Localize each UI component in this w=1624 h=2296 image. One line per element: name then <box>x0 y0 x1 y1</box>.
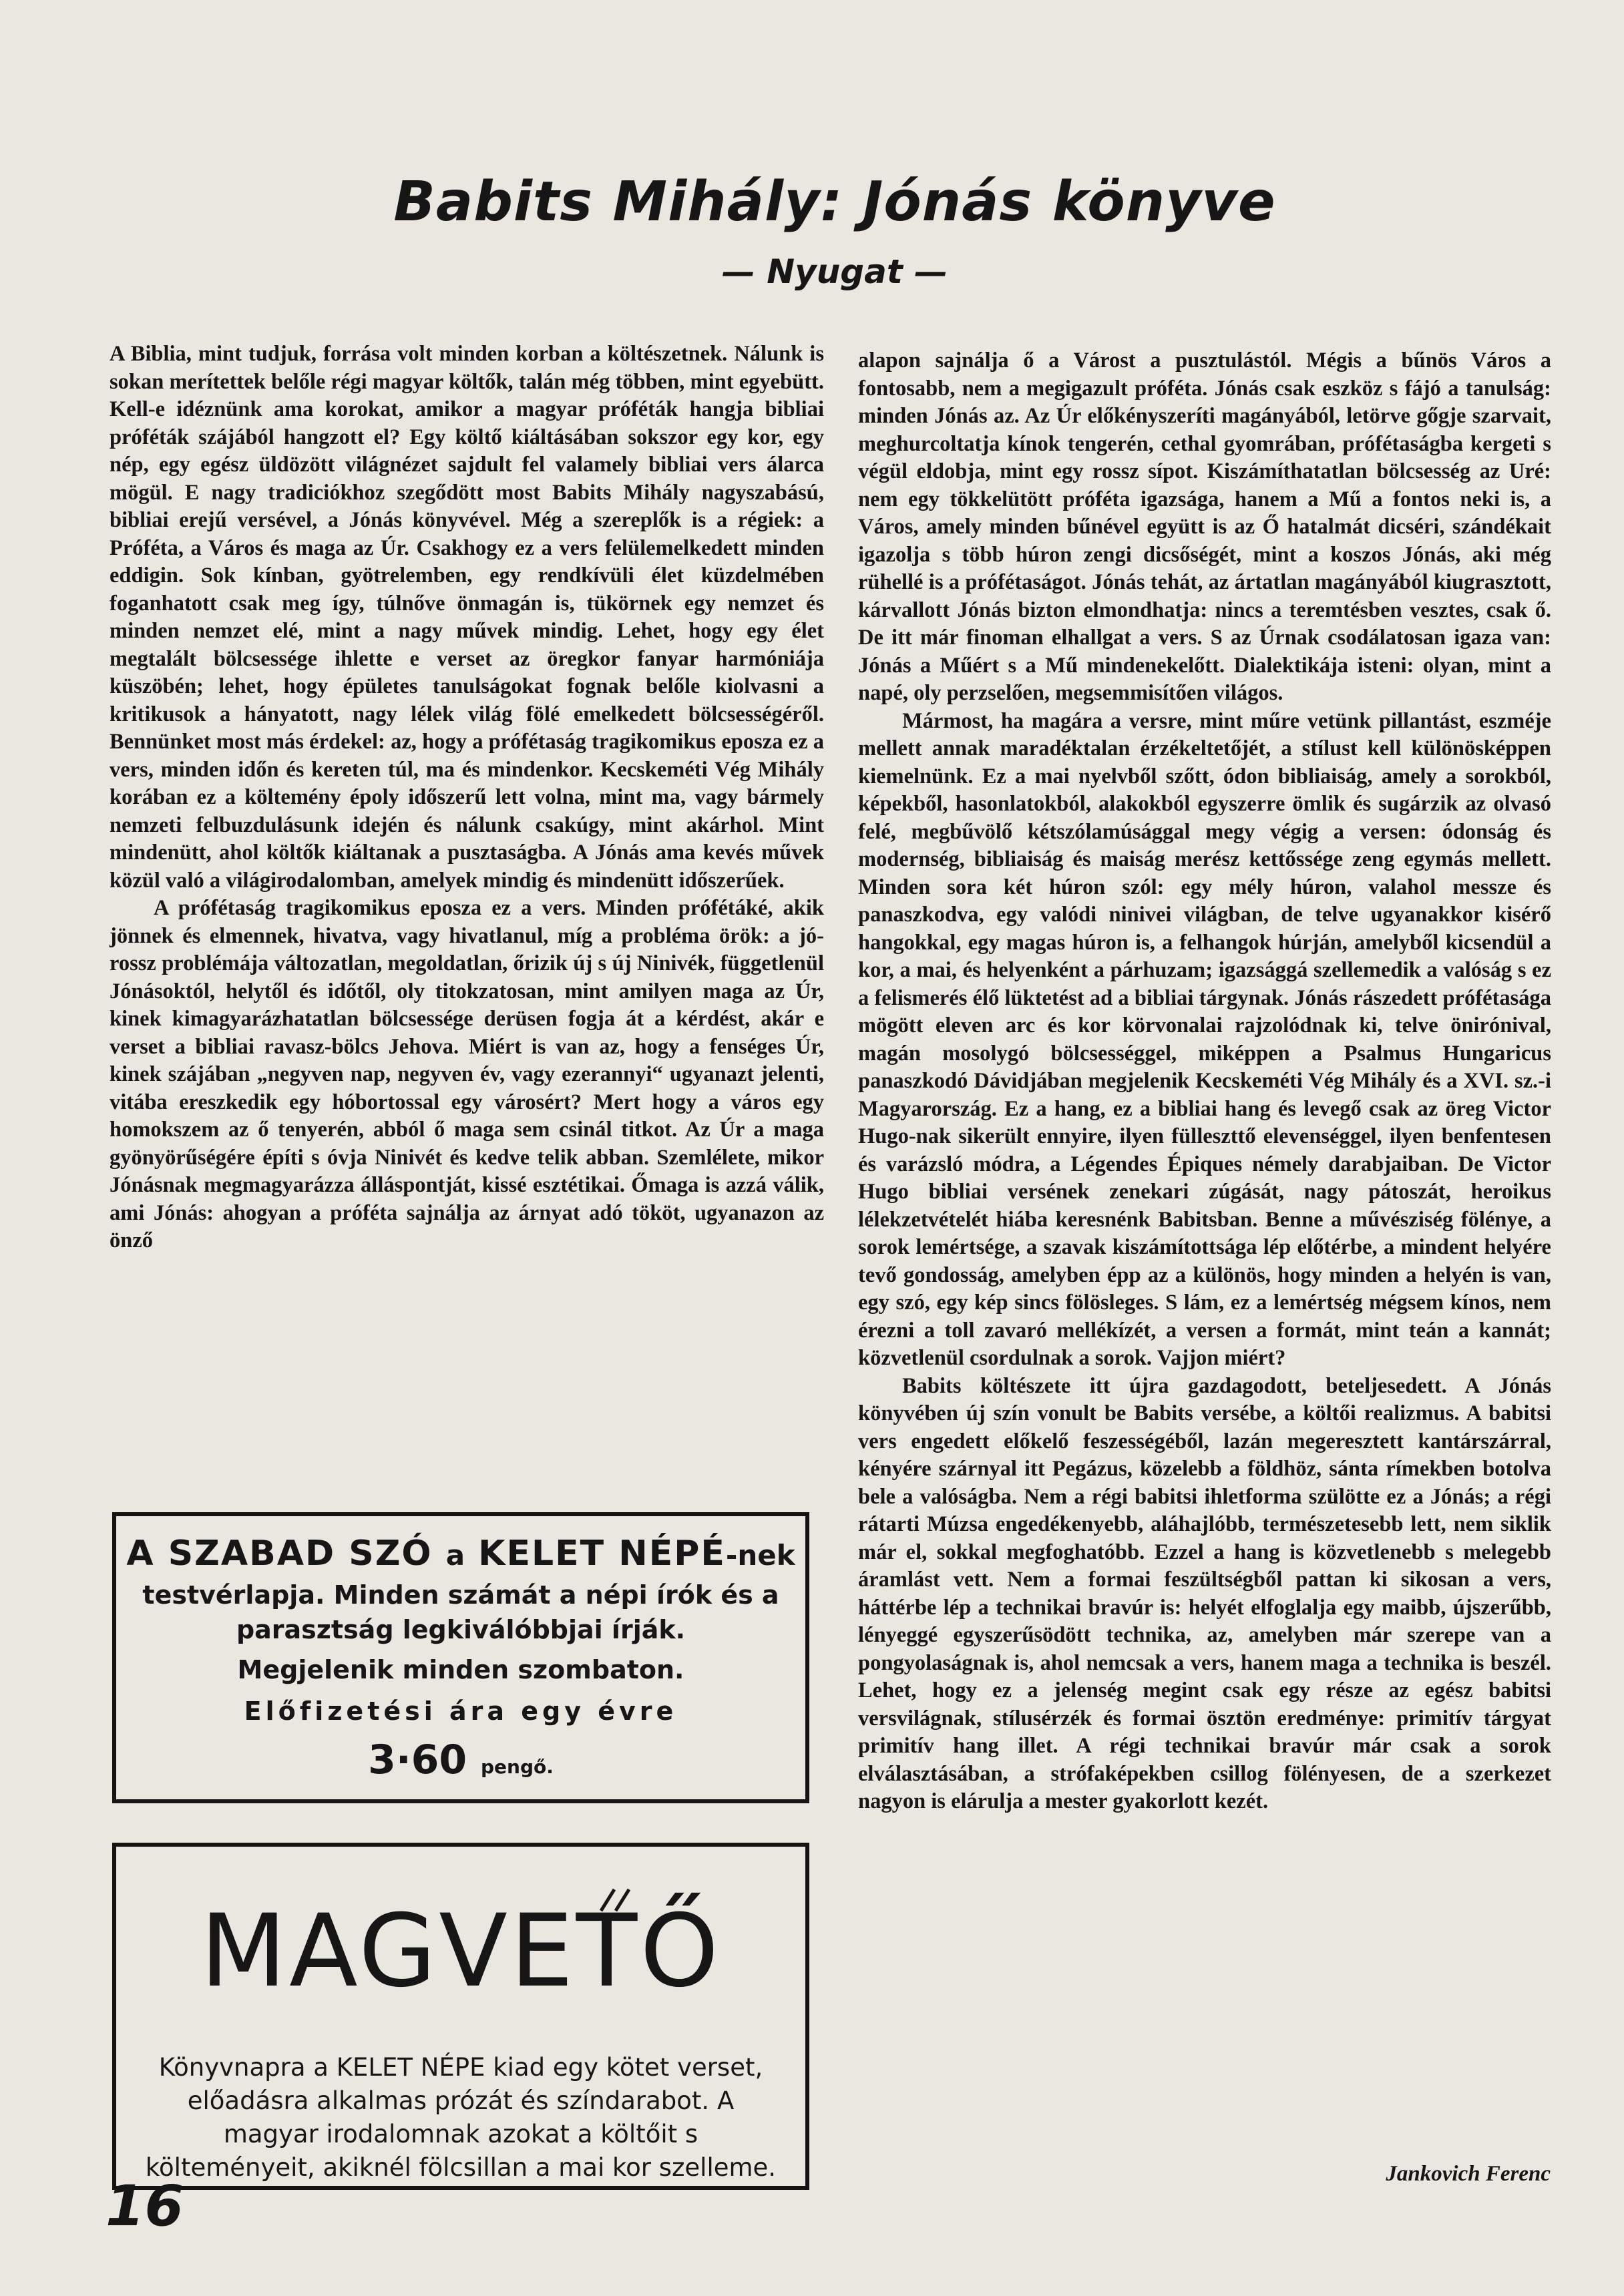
szabad-szo-advertisement <box>112 1512 809 1803</box>
ad-price <box>116 1737 805 1783</box>
ad-line: Megjelenik minden szombaton. <box>237 1655 684 1684</box>
magveto-logo-text: MAGVETŐ <box>200 1893 722 2010</box>
ad-line: testvérlapja. Minden számát a népi írók és a <box>142 1580 779 1610</box>
page-number: 16 <box>106 2173 184 2239</box>
magveto-ad-body: Könyvnapra a KELET NÉPE kiad egy kötet verset, előadásra alkalmas prózát és színdarabot. A magyar irodalomnak azokat a költőit s költeményeit, akiknél fölcsillan a mai kor szelleme. <box>145 2053 777 2182</box>
author-signature: Jankovich Ferenc <box>1386 2162 1551 2186</box>
article-column-right <box>858 347 1551 1816</box>
ad-headline-paper: A SZABAD SZÓ <box>126 1534 433 1574</box>
paragraph: Babits költészete itt újra gazdagodott, beteljesedett. A Jónás könyvében új szín vonult be Babits versébe, a költői realizmus. A babitsi vers engedett előkelő feszességéből, lazán megeresztett kantárszárral, kényére szárnyal itt Pegázus, közelebb a földhöz, sánta rímekben botolva bele a valóságba. Nem a régi babitsi ihletforma szülötte ez a Jónás; a régi rátarti Múzsa engedékenyebb, aláhajlóbb, természetesebb lett, nem siklik már el, sokkal megfoghatóbb. Ezzel a hang is közvetlenebb s melegebb áramlást vett. Nem a formai feszültségből pattan ki sikosan a vers, háttérbe lép a technikai bravúr is: helyét elfoglalja egy maibb, újszerűbb, lényeggé egyszerűsödött technika, az, amelyben már szerepe van a pongyolaságnak is, ahol nemcsak a vers, hanem maga a technika is beszél. Lehet, hogy ez a jelenség megint csak egy része az egész babitsi versvilágnak, stílusérzék és formai ösztön eredménye: primitív tárgyat primitív hang illet. A régi technikai bravúr már csak a sorok elválasztásában, a strófaképekben csillog fölényesen, de a szerkezet nagyon is elárulja a mester gyakorlott kezét. <box>858 1373 1551 1813</box>
ad-headline-kelet: KELET NÉPÉ <box>478 1534 726 1574</box>
ad-headline <box>116 1534 805 1574</box>
paragraph: alapon sajnálja ő a Várost a pusztulástól. Mégis a bűnös Város a fontosabb, nem a megigazult próféta. Jónás csak eszköz s fájó a tanulság: minden Jónás az. Az Úr előkényszeríti magányából, letörve gőgje szarvait, meghurcoltatja kínok tengerén, cethal gyomrában, prófétaságba kergeti s végül eldobja, mint egy rossz sípot. Kiszámíthatatlan bölcsesség az Uré: nem egy tökkelütött próféta igazsága, hanem a Mű a fontos neki is, a Város, amely minden bűnével együtt is az Ő hatalmát dicséri, szándékait igazolja s több húron zengi dicsőségét, mint a koszos Jónás, aki még rühellé is a prófétaságot. Jónás tehát, az ártatlan magányából kiugrasztott, kárvallott Jónás bizton elmondhatja: nincs a teremtésben vesztes, csak ő. De itt már finoman elhallgat a vers. S az Úrnak csodálatosan igaza van: Jónás a Műért s a Mű mindenekelőtt. Dialektikája isteni: olyan, mint a napé, oly perzselően, megsemmisítően világos. <box>858 349 1551 705</box>
paragraph: A Biblia, mint tudjuk, forrása volt minden korban a költészetnek. Nálunk is sokan merítettek belőle régi magyar költők, talán még többen, mint egyebütt. Kell-e idéznünk ama korokat, amikor a magyar próféták hangja bibliai próféták szájából hangzott el? Egy költő kiáltásában sokszor egy kor, egy nép, egy egész üldözött világnézet sajdult fel valamely bibliai vers álarca mögül. E nagy tradiciókhoz szegődött most Babits Mihály nagyszabású, bibliai erejű versével, a Jónás könyvével. Még a szereplők is a régiek: a Próféta, a Város és maga az Úr. Csakhogy ez a vers felülemelkedett minden eddigin. Sok kínban, gyötrelemben, egy rendkívüli élet küzdelmében foganhatott csak meg így, túlnőve önmagán is, tükörnek egy nemzet és minden nemzet elé, mint a nagy művek mindig. Lehet, hogy egy élet megtalált bölcsessége ihlette e verset az öregkor fanyar harmóniája küszöbén; lehet, hogy épületes tanulságokat fognak belőle kiolvasni a kritikusok a hányatott, nagy lélek világ fölé emelkedett bölcsességéről. Bennünket most más érdekel: az, hogy a prófétaság tragikomikus eposza ez a vers, minden időn és kereten túl, ma és mindenkor. Kecskeméti Vég Mihály korában ez a költemény époly időszerű lett volna, mint ma, vagy bármely nemzeti felbuzdulásunk idején és nálunk csakúgy, mint akárhol. Mint mindenütt, ahol költők kiáltanak a pusztaságba. A Jónás ama kevés művek közül való a világirodalomban, amelyek mindig és mindenütt időszerűek. <box>110 342 824 893</box>
ad-line: parasztság legkiválóbbjai írják. <box>236 1615 686 1644</box>
magveto-logo <box>116 1885 805 2026</box>
article-column-left <box>110 340 824 1255</box>
paragraph: A prófétaság tragikomikus eposza ez a vers. Minden prófétáké, akik jönnek és elmennek, hivatva, vagy hivatlanul, míg a probléma örök: a jó-rossz problémája változatlan, megoldatlan, őrizik új s új Ninivék, függetlenül Jónásoktól, helytől és időtől, oly titokzatosan, mint amilyen maga az Úr, kinek kimagyarázhatatlan bölcsessége derüsen fogja át a kérdést, akár e verset a bibliai ravasz-bölcs Jehova. Miért is van az, hogy a fenséges Úr, kinek szájában „negyven nap, negyven év, vagy ezerannyi“ ugyanazt jelenti, vitába ereszkedik egy hóbortossal egy városért? Mert hogy a város egy homokszem az ő tenyerén, abból ő maga sem csinál titkot. Az Úr a maga gyönyörűségére építi s óvja Ninivét és kedve telik abban. Szemlélete, mikor Jónásnak megmagyarázza álláspontját, kissé esztétikai. Őmaga is azzá válik, ami Jónás: ahogyan a próféta sajnálja az árnyat adó tököt, ugyanazon az önző <box>110 896 824 1252</box>
article-title: Babits Mihály: Jónás könyve <box>393 170 1276 234</box>
article-source: — Nyugat — <box>721 252 948 291</box>
ad-price-unit: pengő. <box>481 1756 554 1778</box>
ad-line: Előfizetési ára egy évre <box>244 1696 678 1726</box>
ad-headline-conj: a <box>445 1539 465 1572</box>
ad-price-value: 3·60 <box>368 1737 467 1783</box>
paragraph: Mármost, ha magára a versre, mint műre vetünk pillantást, eszméje mellett annak maradéktalan érzékeltetőjét, a stílust kell különösképpen kiemelnünk. Ez a mai nyelvből szőtt, ódon bibliaiság, amely a sorokból, képekből, hasonlatokból, alakokból egyszerre ömlik és sugárzik az olvasó felé, megbűvölő kétszólamúsággal megy végig a versen: ódonság és modernség, bibliaiság és maiság merész kettőssége zeng egymás mellett. Minden sora két húron szól: egy mély húron, valahol messze és panaszkodva, egy valódi ninivei világban, de telve ugyanakkor kisérő hangokkal, egy magas húron is, a felhangok húrján, amelyből kicsendül a kor, a mai, és helyenként a párhuzam; igazsággá szellemedik a valóság s ez a felismerés élő lüktetést ad a bibliai tárgynak. Jónás rászedett prófétasága mögött eleven arc és kor körvonalai rajzolódnak ki, telve önirónival, magán mosolygó bölcsességgel, miképpen a Psalmus Hungaricus panaszkodó Dávidjában megjelenik Kecskeméti Vég Mihály és a XVI. sz.-i Magyarország. Ez a hang, ez a bibliai hang és levegő csak az öreg Victor Hugo-nak sikerült ennyire, ilyen fülleszttő elevenséggel, ilyen benfentesen és varázsló módra, a Légendes Épiques némely darabjaiban. De Victor Hugo bibliai versének zenekari zúgását, nagy pátoszát, heroikus lélekzetvételét hiába keresnénk Babitsban. Benne a művésziség fölénye, a sorok lemértsége, a szavak kiszámítottsága lép előtérbe, a mindent helyére tevő gondosság, amelyben épp az a különös, hogy minden a helyén is van, egy szó, egy kép sincs fölösleges. S lám, ez a lemértség mégsem kínos, nem érezni a toll zavaró mellékízét, a versen a formát, mint teán a kannát; közvetlenül csordulnak a sorok. Vajjon miért? <box>858 708 1551 1370</box>
ad-headline-suffix: -nek <box>725 1539 795 1572</box>
magveto-advertisement <box>112 1843 809 2190</box>
